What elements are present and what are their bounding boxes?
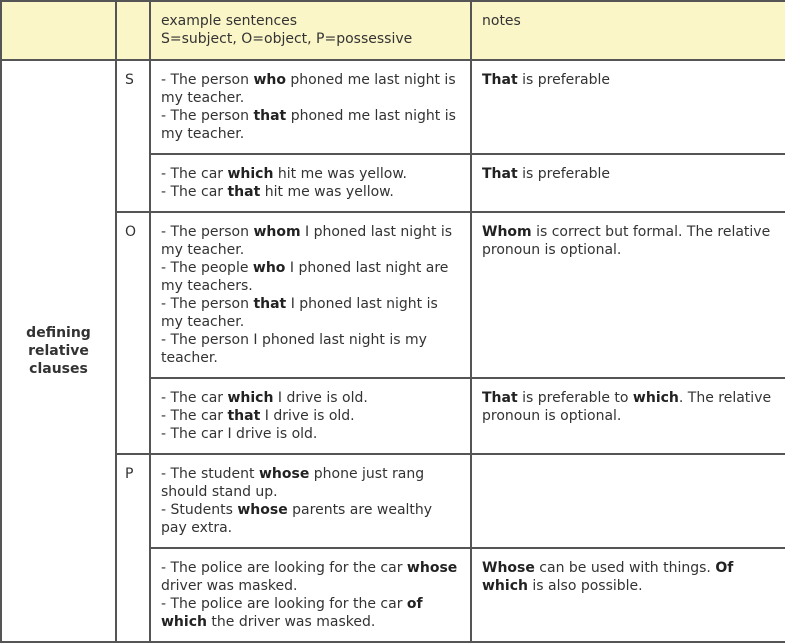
- notes-cell: That is preferable: [471, 60, 785, 154]
- example-sentence: - The car that hit me was yellow.: [161, 184, 394, 200]
- clause-label-line: relative: [28, 343, 89, 359]
- table-row: [1, 212, 785, 378]
- example-sentence: - The student whose phone just rang should stand up.: [161, 466, 425, 500]
- examples-legend: S=subject, O=object, P=possessive: [161, 31, 413, 47]
- header-notes-cell: [471, 1, 785, 60]
- example-sentence: - The police are looking for the car of which the driver was masked.: [161, 596, 423, 630]
- examples-cell: [150, 212, 471, 378]
- notes-cell: That is preferable: [471, 154, 785, 212]
- header-examples-cell: [150, 1, 471, 60]
- clause-label-line: clauses: [29, 361, 88, 377]
- example-sentence: - The people who I phoned last night are my teachers.: [161, 260, 449, 294]
- example-sentence: - Students whose parents are wealthy pay extra.: [161, 502, 433, 536]
- clause-label-line: defining: [26, 325, 91, 341]
- examples-title: example sentences: [161, 13, 298, 29]
- example-sentence: - The police are looking for the car whose driver was masked.: [161, 560, 458, 594]
- notes-cell: [471, 454, 785, 548]
- example-sentence: - The person who phoned me last night is my teacher.: [161, 72, 456, 106]
- type-possessive-cell: P: [116, 454, 150, 642]
- notes-cell: Whose can be used with things. Of which is also possible.: [471, 548, 785, 642]
- examples-cell: [150, 378, 471, 454]
- example-sentence: - The car which I drive is old.: [161, 390, 368, 406]
- example-sentence: - The car which hit me was yellow.: [161, 166, 407, 182]
- example-sentence: - The person I phoned last night is my teacher.: [161, 332, 427, 366]
- examples-cell: [150, 548, 471, 642]
- examples-cell: [150, 60, 471, 154]
- table-row: [1, 454, 785, 548]
- header-row: [1, 1, 785, 60]
- example-sentence: - The person that I phoned last night is my teacher.: [161, 296, 438, 330]
- examples-cell: [150, 454, 471, 548]
- table-row: [1, 60, 785, 154]
- header-corner-cell: [1, 1, 116, 60]
- example-sentence: - The car I drive is old.: [161, 426, 318, 442]
- type-object-cell: O: [116, 212, 150, 454]
- example-sentence: - The car that I drive is old.: [161, 408, 355, 424]
- header-type-cell: [116, 1, 150, 60]
- clause-type-label: [1, 60, 116, 642]
- example-sentence: - The person whom I phoned last night is my teacher.: [161, 224, 453, 258]
- notes-cell: Whom is correct but formal. The relative pronoun is optional.: [471, 212, 785, 378]
- type-subject-cell: S: [116, 60, 150, 212]
- notes-title: notes: [482, 13, 521, 29]
- examples-cell: [150, 154, 471, 212]
- example-sentence: - The person that phoned me last night is my teacher.: [161, 108, 456, 142]
- notes-cell: That is preferable to which. The relative pronoun is optional.: [471, 378, 785, 454]
